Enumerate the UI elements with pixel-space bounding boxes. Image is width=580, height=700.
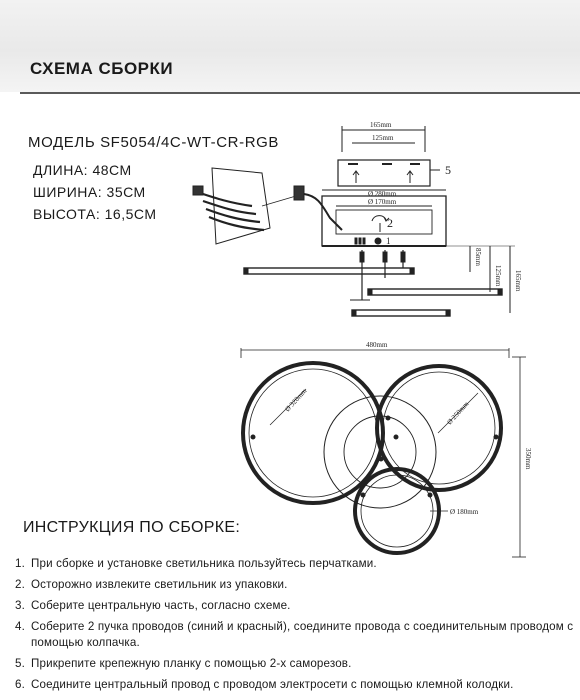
instruction-step: 5. Прикрепите крепежную планку с помощью 2-х саморезов. xyxy=(15,657,352,670)
wire-bundle-2 xyxy=(203,201,256,214)
height-label: ВЫСОТА: xyxy=(33,206,101,222)
arm-3 xyxy=(352,310,450,316)
arm-2 xyxy=(368,289,502,295)
wiring-leader xyxy=(262,196,296,206)
model-label: МОДЕЛЬ xyxy=(28,134,96,151)
dim-125: 125mm xyxy=(494,265,502,287)
callout-5: 5 xyxy=(445,163,451,177)
height-value: 16,5СМ xyxy=(104,206,157,222)
ring-bottom xyxy=(355,469,439,553)
dim-width: 480mm xyxy=(366,341,388,349)
instructions-title: ИНСТРУКЦИЯ ПО СБОРКЕ: xyxy=(23,519,241,536)
connector xyxy=(294,186,342,230)
dim-dia-170: Ø 170mm xyxy=(368,198,397,206)
width-value: 35СМ xyxy=(106,184,146,200)
arrow-up-1 xyxy=(353,171,359,183)
dim-height: 350mm xyxy=(524,448,532,470)
wiring-detail xyxy=(193,168,296,244)
dim-top-outer: 165mm xyxy=(370,121,392,129)
dia-left: Ø 320mm xyxy=(283,387,309,414)
instruction-step: 2. Осторожно извлеките светильник из упаковки. xyxy=(15,578,288,591)
arrow-up-2 xyxy=(407,171,413,183)
width-label: ШИРИНА: xyxy=(33,184,103,200)
ring-right xyxy=(377,366,501,490)
model-value: SF5054/4C-WT-CR-RGB xyxy=(100,134,280,151)
wire-bundle-1 xyxy=(200,193,252,206)
instructions-list xyxy=(0,556,580,698)
ring-left xyxy=(243,363,383,503)
length-value: 48СМ xyxy=(92,162,132,178)
arm-1 xyxy=(244,268,414,274)
dim-165: 165mm xyxy=(514,270,522,292)
instruction-step: 6. Соедините центральный провод с проводом электросети с помощью клемной колодки. xyxy=(15,678,514,691)
wire-cap xyxy=(193,186,203,195)
callout-2: 2 xyxy=(387,216,393,230)
dim-85: 85mm xyxy=(474,248,482,266)
top-view xyxy=(241,341,532,557)
callout-1: 1 xyxy=(386,236,391,246)
dim-top-inner: 125mm xyxy=(372,134,394,142)
instruction-step: 1. При сборке и установке светильника пользуйтесь перчатками. xyxy=(15,557,377,570)
instruction-step: 3. Соберите центральную часть, согласно схеме. xyxy=(15,599,291,612)
dia-bottom: Ø 180mm xyxy=(450,508,479,516)
dia-right: Ø 250mm xyxy=(445,400,471,427)
dim-dia-280: Ø 280mm xyxy=(368,190,397,198)
length-label: ДЛИНА: xyxy=(33,162,89,178)
instruction-step: 4. Соберите 2 пучка проводов (синий и красный), соедините провода с соединительным проводом с помощью колпачка. xyxy=(15,620,574,649)
page-title: СХЕМА СБОРКИ xyxy=(30,59,174,78)
side-view xyxy=(244,121,522,316)
